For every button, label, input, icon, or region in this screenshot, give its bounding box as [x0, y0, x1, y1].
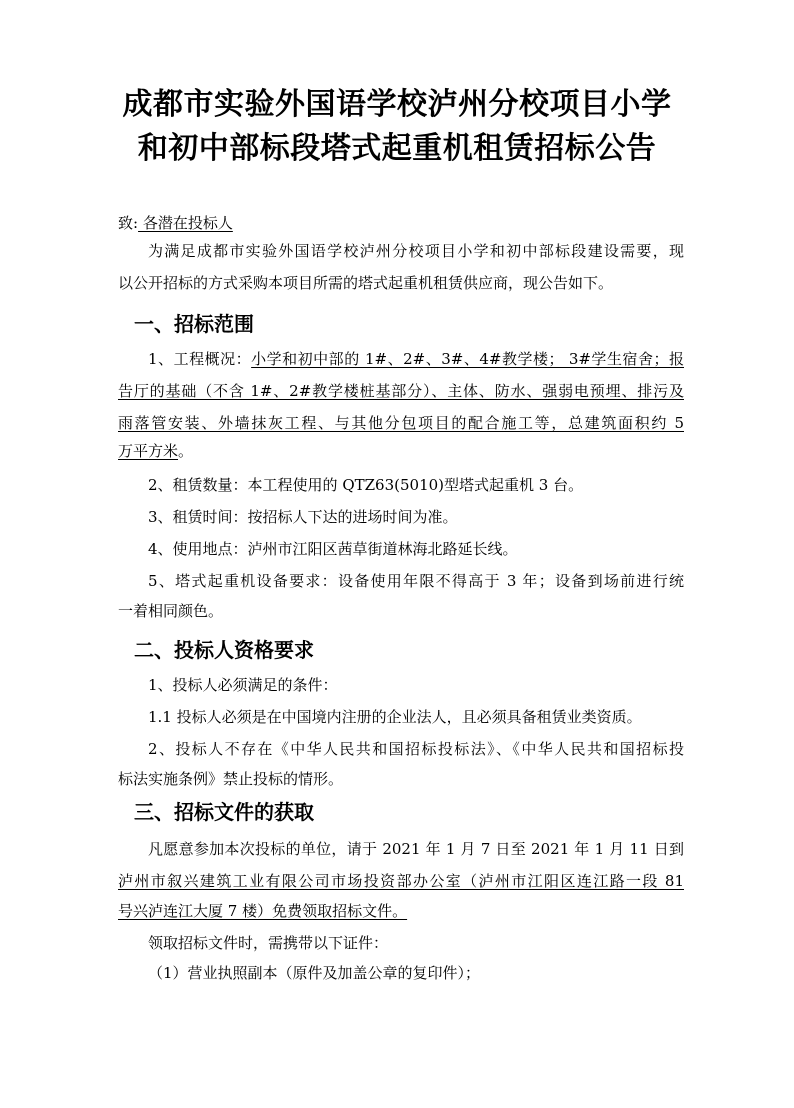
item-1-1-line-4 — [118, 440, 684, 462]
item-1-1-end: 。 — [178, 442, 194, 460]
salutation-recipient: 各潜在投标人 — [138, 214, 233, 232]
item-2-2-line-1: 2、投标人不存在《中华人民共和国招标投标法》、《中华人民共和国招标投 — [148, 740, 684, 758]
section-3-address-1: 泸州市叙兴建筑工业有限公司市场投资部办公室（泸州市江阳区连江路一段 81 — [118, 872, 684, 890]
document-title-line-1: 成都市实验外国语学校泸州分校项目小学 — [122, 87, 672, 122]
item-1-1-prefix: 1、工程概况： — [148, 350, 252, 368]
item-1-1-text: 小学和初中部的 1#、2#、3#、4#教学楼； 3#学生宿舍；报 — [251, 350, 684, 368]
item-1-4: 4、使用地点：泸州市江阳区茜草街道林海北路延长线。 — [148, 540, 518, 558]
salutation — [118, 212, 684, 234]
section-3-docs-intro: 领取招标文件时，需携带以下证件： — [148, 934, 389, 952]
section-1-heading: 一、招标范围 — [134, 312, 254, 336]
item-1-1-line-1 — [148, 348, 684, 370]
item-1-5-line-1: 5、塔式起重机设备要求：设备使用年限不得高于 3 年；设备到场前进行统 — [148, 572, 684, 590]
item-2-1: 1、投标人必须满足的条件： — [148, 676, 338, 694]
intro-line-1: 为满足成都市实验外国语学校泸州分校项目小学和初中部标段建设需要，现 — [148, 242, 684, 260]
section-3-para-line-3 — [118, 900, 684, 922]
item-1-1-text-2: 告厅的基础（不含 1#、2#教学楼桩基部分）、主体、防水、强弱电预埋、排污及 — [118, 382, 684, 400]
item-1-1-text-3: 雨落管安装、外墙抹灰工程、与其他分包项目的配合施工等，总建筑面积约 5 — [118, 414, 684, 432]
item-1-2: 2、租赁数量：本工程使用的 QTZ63(5010)型塔式起重机 3 台。 — [148, 476, 584, 494]
section-3-address-2: 号兴泸连江大厦 7 楼）免费领取招标文件。 — [118, 902, 408, 920]
intro-line-2: 以公开招标的方式采购本项目所需的塔式起重机租赁供应商，现公告如下。 — [118, 274, 614, 292]
section-3-para-line-2 — [118, 870, 684, 892]
item-2-1-1: 1.1 投标人必须是在中国境内注册的企业法人，且必须具备租赁业类资质。 — [148, 708, 642, 726]
document-title-line-2: 和初中部标段塔式起重机租赁招标公告 — [137, 131, 657, 166]
section-3-doc-1: （1）营业执照副本（原件及加盖公章的复印件）； — [148, 964, 481, 982]
item-2-2-line-2: 标法实施条例》禁止投标的情形。 — [118, 770, 344, 788]
salutation-prefix: 致: — [118, 214, 139, 232]
item-1-1-line-2 — [118, 380, 684, 402]
item-1-3: 3、租赁时间：按招标人下达的进场时间为准。 — [148, 508, 458, 526]
item-1-1-line-3 — [118, 412, 684, 434]
item-1-5-line-2: 一着相同颜色。 — [118, 602, 224, 620]
section-2-heading: 二、投标人资格要求 — [134, 638, 314, 662]
section-3-heading: 三、招标文件的获取 — [134, 800, 314, 824]
item-1-1-text-4: 万平方米 — [118, 442, 179, 460]
section-3-para-line-1: 凡愿意参加本次投标的单位，请于 2021 年 1 月 7 日至 2021 年 1 月 11 日到 — [148, 840, 684, 858]
